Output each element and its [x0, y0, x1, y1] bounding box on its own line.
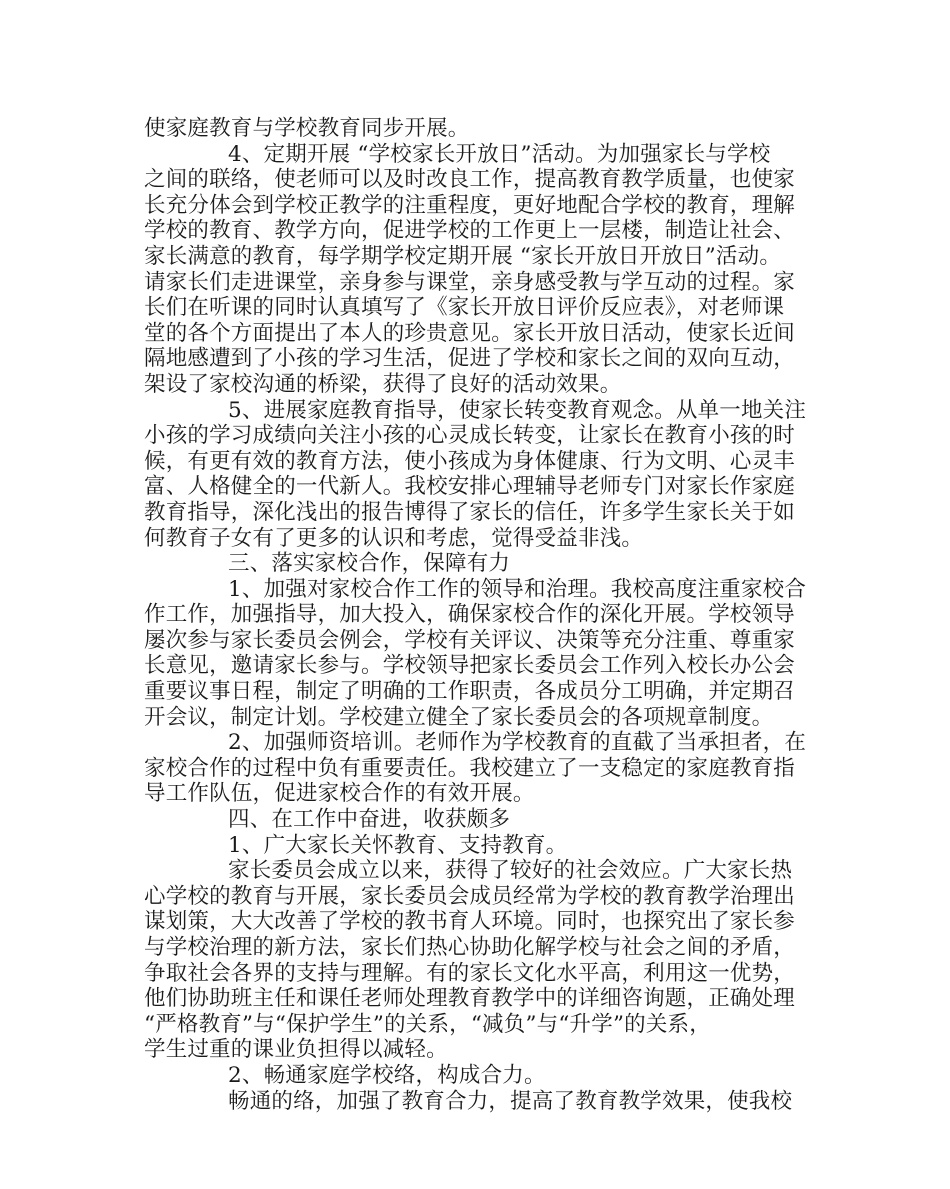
text-line: 富、人格健全的一代新人。我校安排心理辅导老师专门对家长作家庭 [144, 474, 796, 500]
text-line: 屡次参与家长委员会例会，学校有关评议、决策等充分注重、尊重家 [144, 627, 796, 653]
text-line: 长充分体会到学校正教学的注重程度，更好地配合学校的教育，理解 [144, 192, 796, 218]
text-line: 争取社会各界的支持与理解。有的家长文化水平高，利用这一优势， [144, 960, 796, 986]
text-line: 1、加强对家校合作工作的领导和治理。我校高度注重家校合 [228, 576, 807, 602]
text-line: 重要议事日程，制定了明确的工作职责，各成员分工明确，并定期召 [144, 679, 796, 705]
text-line: 导工作队伍，促进家校合作的有效开展。 [144, 781, 535, 807]
text-line: 长意见，邀请家长参与。学校领导把家长委员会工作列入校长办公会 [144, 653, 796, 679]
text-line: 开会议，制定计划。学校建立健全了家长委员会的各项规章制度。 [144, 704, 774, 730]
text-line: 隔地感遭到了小孩的学习生活，促进了学校和家长之间的双向互动， [144, 346, 796, 372]
text-line: 小孩的学习成绩向关注小孩的心灵成长转变，让家长在教育小孩的时 [144, 423, 796, 449]
text-line: 家校合作的过程中负有重要责任。我校建立了一支稳定的家庭教育指 [144, 755, 796, 781]
text-line: 他们协助班主任和课任老师处理教育教学中的详细咨询题，正确处理 [144, 986, 796, 1012]
text-line: 四、在工作中奋进，收获颇多 [228, 807, 511, 833]
text-line: 1、广大家长关怀教育、支持教育。 [228, 832, 568, 858]
text-line: 2、加强师资培训。老师作为学校教育的直截了当承担者，在 [228, 730, 807, 756]
text-line: 4、定期开展 “学校家长开放日”活动。为加强家长与学校 [228, 141, 771, 167]
text-line: 之间的联络，使老师可以及时改良工作，提高教育教学质量，也使家 [144, 167, 796, 193]
text-line: 家长委员会成立以来，获得了较好的社会效应。广大家长热 [228, 858, 793, 884]
text-line: 心学校的教育与开展，家长委员会成员经常为学校的教育教学治理出 [144, 883, 796, 909]
text-line: 2、畅通家庭学校络，构成合力。 [228, 1062, 546, 1088]
text-line: 学生过重的课业负担得以减轻。 [144, 1037, 448, 1063]
text-line: 教育指导，深化浅出的报告博得了家长的信任，许多学生家长关于如 [144, 499, 796, 525]
text-line: 与学校治理的新方法，家长们热心协助化解学校与社会之间的矛盾， [144, 935, 796, 960]
text-line: 作工作，加强指导，加大投入，确保家校合作的深化开展。学校领导 [144, 602, 796, 628]
text-line: 5、进展家庭教育指导，使家长转变教育观念。从单一地关注 [228, 397, 807, 423]
text-line: 请家长们走进课堂，亲身参与课堂，亲身感受教与学互动的过程。家 [144, 269, 796, 295]
document-body [144, 116, 814, 1114]
text-line: 畅通的络，加强了教育合力，提高了教育教学效果，使我校 [228, 1088, 793, 1114]
text-line: 候，有更有效的教育方法，使小孩成为身体健康、行为文明、心灵丰 [144, 448, 796, 474]
text-line: 三、落实家校合作，保障有力 [228, 551, 511, 577]
text-line: 学校的教育、教学方向，促进学校的工作更上一层楼，制造让社会、 [144, 218, 796, 244]
text-line: 谋划策，大大改善了学校的教书育人环境。同时，也探究出了家长参 [144, 909, 796, 935]
text-line: 长们在听课的同时认真填写了《家长开放日评价反应表》，对老师课 [144, 295, 785, 321]
text-line: 家长满意的教育，每学期学校定期开展 “家长开放日开放日”活动。 [144, 243, 782, 269]
text-line: 使家庭教育与学校教育同步开展。 [144, 116, 470, 141]
text-line: 何教育子女有了更多的认识和考虑，觉得受益非浅。 [144, 525, 644, 551]
text-line: 架设了家校沟通的桥梁，获得了良好的活动效果。 [144, 371, 622, 397]
text-line: “严格教育”与“保护学生”的关系，“减负”与“升学”的关系， [144, 1011, 711, 1037]
text-line: 堂的各个方面提出了本人的珍贵意见。家长开放日活动，使家长近间 [144, 320, 796, 346]
